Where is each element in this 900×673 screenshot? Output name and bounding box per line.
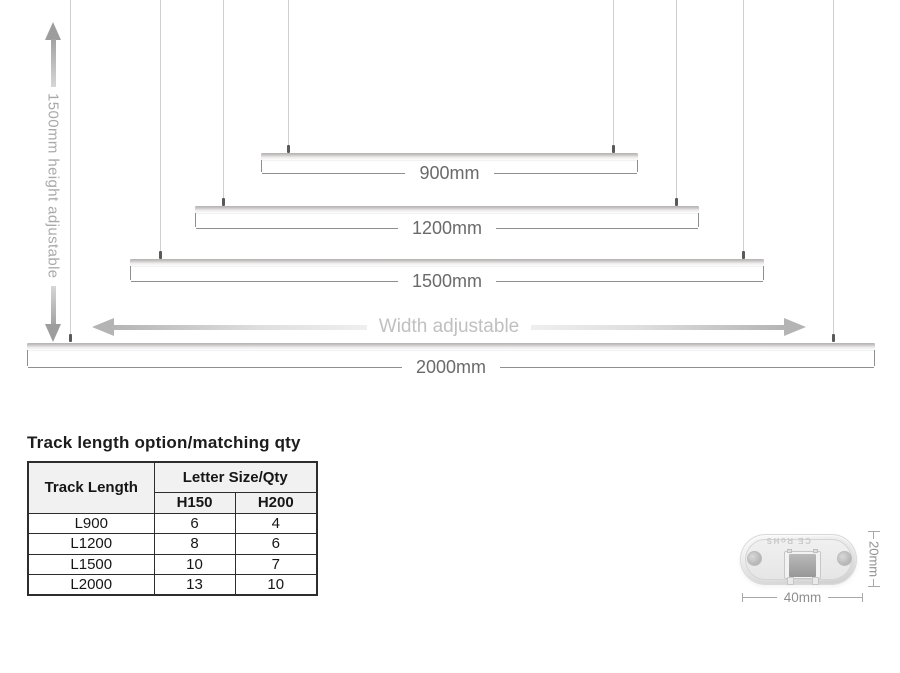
dimension-label-1500: 1500mm: [411, 271, 483, 291]
track-bar-1200: [195, 206, 699, 213]
cell-track: L2000: [28, 574, 154, 595]
table-row: [28, 513, 317, 533]
cell-h150: 6: [154, 513, 235, 533]
track-connector-core: [789, 554, 816, 577]
wire-connector: [69, 334, 72, 342]
connector-clip: [813, 549, 818, 553]
left-arrow-icon: [92, 318, 114, 336]
wire-connector: [159, 251, 162, 259]
header-track-length: Track Length: [28, 462, 154, 513]
screw-hole-right: [837, 551, 852, 566]
canopy-width-label: 40mm: [783, 589, 822, 605]
track-bar-900: [261, 153, 638, 160]
ce-rohs-marking: CE RoHS: [765, 536, 811, 545]
wire-connector: [222, 198, 225, 206]
screw-hole-left: [747, 551, 762, 566]
track-bar-1500: [130, 259, 764, 266]
wire-connector: [742, 251, 745, 259]
cell-h200: 7: [235, 554, 317, 574]
up-arrow-icon: [45, 22, 61, 40]
height-adjustable-label: 1500mm height adjustable: [44, 93, 62, 279]
suspension-wire: [223, 0, 224, 198]
cell-h150: 8: [154, 533, 235, 554]
canopy-width-dimension: [742, 590, 863, 604]
wire-connector: [287, 145, 290, 153]
suspension-wire: [70, 0, 71, 334]
canopy-illustration: [735, 525, 895, 615]
dimension-2000: [27, 350, 875, 380]
height-arrow-shaft: [51, 286, 56, 326]
down-arrow-icon: [45, 324, 61, 342]
table-row: [28, 533, 317, 554]
dimension-1200: [195, 213, 699, 241]
dimension-1500: [130, 266, 764, 294]
cell-h150: 13: [154, 574, 235, 595]
cell-track: L1200: [28, 533, 154, 554]
suspension-wire: [833, 0, 834, 334]
track-length-table: [27, 461, 318, 596]
table-title: Track length option/matching qty: [27, 433, 301, 452]
cell-h200: 6: [235, 533, 317, 554]
wire-connector: [675, 198, 678, 206]
canopy-plate: [740, 534, 857, 585]
cell-h150: 10: [154, 554, 235, 574]
cell-track: L900: [28, 513, 154, 533]
table-row: [28, 574, 317, 595]
table-row: [28, 554, 317, 574]
connector-clip: [787, 549, 792, 553]
header-h150: H150: [154, 492, 235, 513]
connector-foot: [787, 577, 794, 585]
suspension-wire: [676, 0, 677, 198]
canopy-height-label: 20mm: [866, 540, 882, 578]
suspension-wire: [288, 0, 289, 145]
connector-foot: [812, 577, 819, 585]
right-arrow-icon: [784, 318, 806, 336]
suspension-wire: [160, 0, 161, 251]
suspension-wire: [613, 0, 614, 145]
header-letter-size-qty: Letter Size/Qty: [154, 462, 317, 492]
dimension-label-2000: 2000mm: [415, 357, 487, 377]
height-arrow-shaft: [51, 39, 56, 87]
width-adjustable-label: Width adjustable: [113, 316, 785, 338]
track-bar-2000: [27, 343, 875, 350]
cell-h200: 10: [235, 574, 317, 595]
dimension-label-900: 900mm: [419, 163, 480, 183]
header-h200: H200: [235, 492, 317, 513]
cell-h200: 4: [235, 513, 317, 533]
dimension-label-1200: 1200mm: [411, 218, 483, 238]
canopy-height-dimension: [866, 531, 882, 587]
cell-track: L1500: [28, 554, 154, 574]
wire-connector: [832, 334, 835, 342]
dimension-900: [261, 160, 638, 186]
wire-connector: [612, 145, 615, 153]
suspension-wire: [743, 0, 744, 251]
